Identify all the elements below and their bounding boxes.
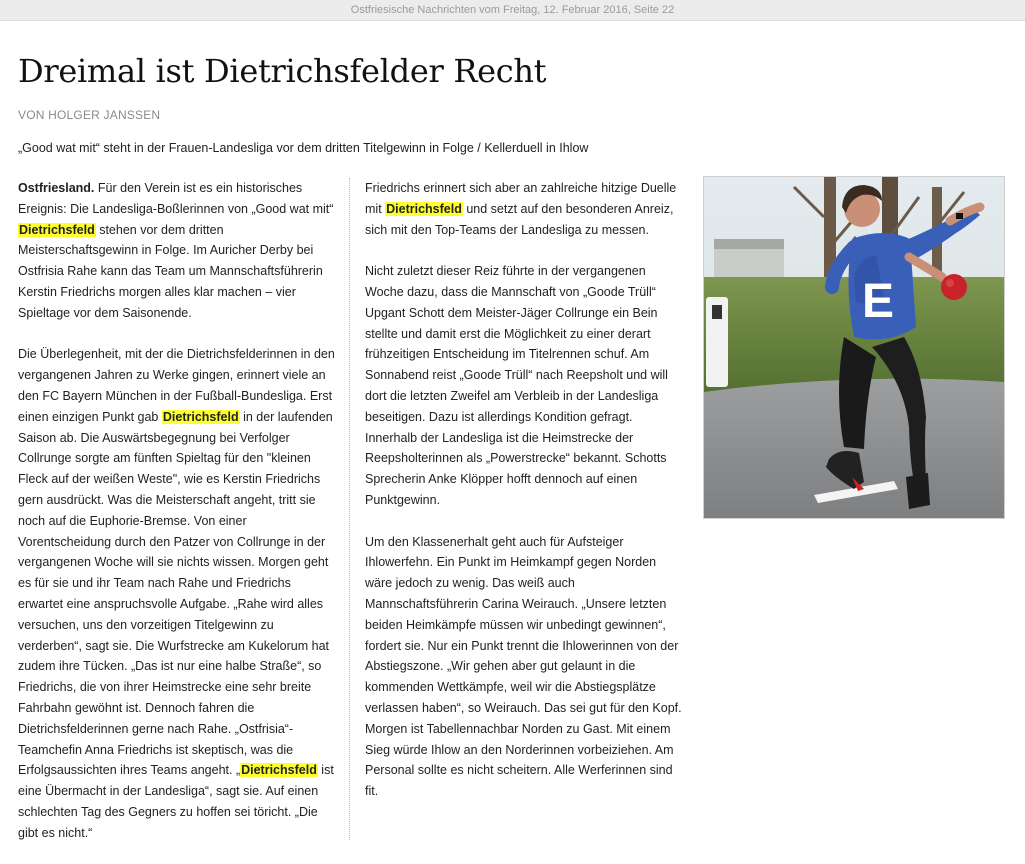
article-photo[interactable] (703, 176, 1005, 519)
dateline: Ostfriesland. (18, 181, 95, 195)
text-run: in der laufenden Saison ab. Die Auswärtsbegegnung bei Verfolger Collrunge sorgte am fünften Spieltag für den "kleinen Fleck auf der weißen Weste", wie es Kerstin Friedrichs gern ausdrückt. Was die Meisterschaft angeht, tritt sie noch auf die Euphorie-Bremse. Von einer Vorentscheidung durch den Patzer von Collrunge in der vergangenen Woche will sie nichts wissen. Morgen geht es für sie und ihr Team nach Rahe und Friedrichs erwartet eine anspruchsvolle Aufgabe. „Rahe wird alles versuchen, uns den vorzeitigen Titelgewinn zu verderben“, sagt sie. Die Wurfstrecke am Kukelorum hat zudem ihre Tücken. „Das ist nur eine halbe Straße“, so Friedrichs, die von ihrer Heimstrecke eine sehr breite Fahrbahn gewöhnt ist. Dennoch fahren die Dietrichsfelderinnen gerne nach Rahe. „Ostfrisia“-Teamchefin Anna Friedrichs ist skeptisch, was die Erfolgsaussichten ihres Teams angeht. „ (18, 409, 333, 778)
paragraph (18, 344, 338, 843)
search-highlight: Dietrichsfeld (162, 409, 239, 424)
article-column-2 (365, 178, 685, 823)
article-column-1 (18, 178, 338, 864)
text-run: und setzt auf den besonderen Anreiz, sich mit den Top-Teams der Landesliga zu messen. (365, 201, 674, 237)
newspaper-source-bar (0, 0, 1025, 21)
text-run: Friedrichs erinnert sich aber an zahlreiche hitzige Duelle mit (365, 181, 677, 216)
jersey-letter: E (862, 275, 895, 328)
search-highlight: Dietrichsfeld (19, 222, 95, 237)
paragraph (365, 178, 685, 240)
search-highlight: Dietrichsfeld (386, 201, 462, 216)
text-run: Die Überlegenheit, mit der die Dietrichsfelderinnen in den vergangenen Jahren zu Werke gingen, erinnert viele an den FC Bayern München in der Fußball-Bundesliga. Erst einen einzigen Punkt gab (18, 347, 335, 424)
article-subtitle: „Good wat mit“ steht in der Frauen-Landesliga vor dem dritten Titelgewinn in Folge / Kellerduell in Ihlow (18, 141, 589, 155)
article-author: VON HOLGER JANSSEN (18, 108, 161, 122)
column-divider (349, 178, 350, 840)
text-run: Für den Verein ist es ein historisches Ereignis: Die Landesliga-Boßlerinnen von „Good wat mit“ (18, 181, 334, 216)
paragraph (18, 178, 338, 324)
paragraph: Nicht zuletzt dieser Reiz führte in der vergangenen Woche dazu, dass die Mannschaft von „Goode Trüll“ Upgant Schott dem Meister-Jäger Collrunge ein Bein stellte und damit erst die Möglichkeit zu einer derart frühzeitigen Entscheidung im Titelrennen schuf. Am Sonnabend reist „Goode Trüll“ nach Reepsholt und will dort die letzten Zweifel am Verbleib in der Landesliga beseitigen. Dazu ist allerdings Kondition gefragt. Innerhalb der Landesliga ist die Heimstrecke der Reepsholterinnen als „Powerstrecke“ bekannt. Schotts Sprecherin Anke Klöpper hofft dennoch auf einen Punktgewinn. (365, 264, 668, 507)
paragraph: Um den Klassenerhalt geht auch für Aufsteiger Ihlowerfehn. Ein Punkt im Heimkampf gegen Norden wäre jedoch zu wenig. Das weiß auch Mannschaftsführerin Carina Weirauch. „Unsere letzten beiden Heimkämpfe müssen wir unbedingt gewinnen“, fordert sie. Nur ein Punkt trennt die Ihlowerinnen von der Abstiegszone. „Wir gehen aber gut gelaunt in die kommenden Wettkämpfe, weil wir die Abstiegsplätze verlassen haben“, so Weirauch. Das sei gut für den Kopf. Morgen ist Tabellennachbar Norden zu Gast. Mit einem Sieg würde Ihlow an den Norderinnen vorbeiziehen. Am Personal sollte es nicht scheitern. Alle Werferinnen sind fit. (365, 534, 682, 799)
boßel-player-photo (704, 177, 1004, 518)
search-highlight: Dietrichsfeld (241, 763, 317, 778)
article-title: Dreimal ist Dietrichsfelder Recht (18, 52, 547, 90)
text-run: ist eine Übermacht in der Landesliga“, sagt sie. Auf einen schlechten Tag des Gegners zu hoffen sei töricht. „Die gibt es nicht.“ (18, 763, 334, 840)
source-line: Ostfriesische Nachrichten vom Freitag, 12. Februar 2016, Seite 22 (350, 4, 675, 16)
text-run: stehen vor dem dritten Meisterschaftsgewinn in Folge. Im Auricher Derby bei Ostfrisia Rahe kann das Team um Mannschaftsführerin Kerstin Friedrichs morgen alles klar machen – vier Spieltage vor dem Saisonende. (18, 222, 323, 320)
